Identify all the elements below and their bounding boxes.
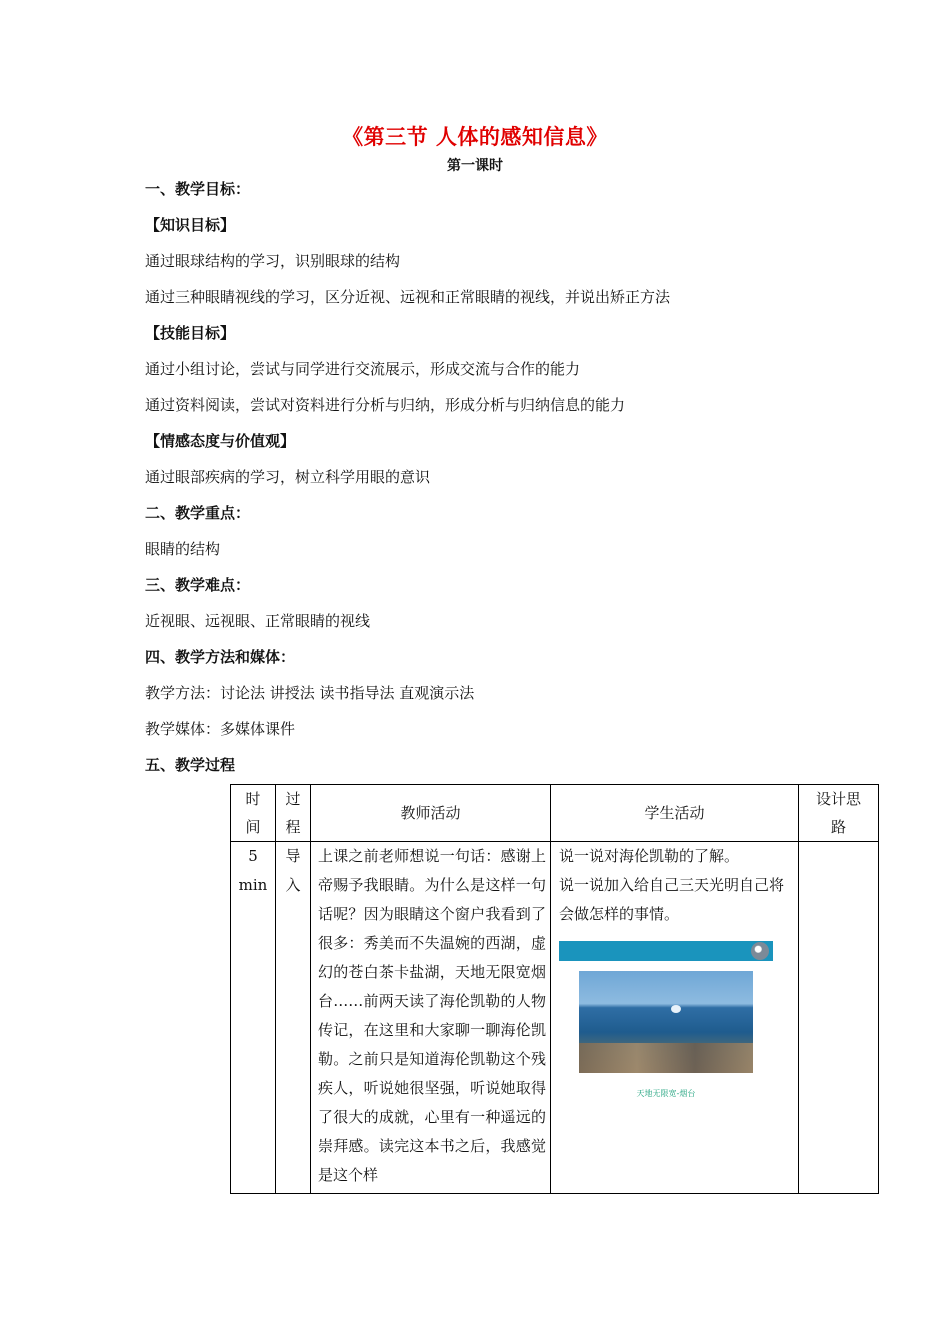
knowledge-item: 通过三种眼睛视线的学习，区分近视、远视和正常眼睛的视线，并说出矫正方法: [145, 288, 671, 306]
document-title: 《第三节 人体的感知信息》: [342, 125, 608, 149]
slide-title-bar: [559, 941, 773, 961]
table-header-row: [231, 785, 879, 842]
cell-student-activity: [551, 842, 799, 1194]
difficulty-item: 近视眼、远视眼、正常眼睛的视线: [145, 612, 371, 630]
cell-time: 5 min: [231, 842, 276, 1194]
emotion-heading: 【情感态度与价值观】: [145, 432, 296, 450]
key-point-item: 眼睛的结构: [145, 540, 221, 558]
document-subtitle: 第一课时: [447, 158, 503, 174]
header-student-activity: 学生活动: [551, 785, 799, 842]
key-point-heading: 二、教学重点：: [145, 504, 251, 522]
student-activity-line: 说一说对海伦凯勒的了解。: [559, 847, 740, 865]
knowledge-item: 通过眼球结构的学习，识别眼球的结构: [145, 252, 401, 270]
table-row: [231, 842, 879, 1194]
goals-heading: 一、教学目标：: [145, 180, 251, 198]
method-heading: 四、教学方法和媒体：: [145, 648, 296, 666]
cell-teacher-activity: 上课之前老师想说一句话：感谢上帝赐予我眼睛。为什么是这样一句话呢？因为眼睛这个窗户我看到了很多：秀美而不失温婉的西湖，虚幻的苍白茶卡盐湖，天地无限宽烟台……前两天读了海伦凯勒的人物传记，在这里和大家聊一聊海伦凯勒。之前只是知道海伦凯勒这个残疾人，听说她很坚强，听说她取得了很大的成就，心里有一种遥远的崇拜感。读完这本书之后，我感觉是这个样: [311, 842, 551, 1194]
knowledge-heading: 【知识目标】: [145, 216, 236, 234]
method-item: 教学方法：讨论法 讲授法 读书指导法 直观演示法: [145, 684, 475, 702]
skill-item: 通过资料阅读，尝试对资料进行分析与归纳，形成分析与归纳信息的能力: [145, 396, 626, 414]
header-teacher-activity: 教师活动: [311, 785, 551, 842]
seascape-photo: [579, 971, 753, 1073]
eye-icon: [751, 942, 769, 960]
skill-item: 通过小组讨论，尝试与同学进行交流展示，形成交流与合作的能力: [145, 360, 581, 378]
cell-stage: 导 入: [276, 842, 311, 1194]
emotion-item: 通过眼部疾病的学习，树立科学用眼的意识: [145, 468, 431, 486]
teaching-process-table: [230, 784, 879, 1194]
difficulty-heading: 三、教学难点：: [145, 576, 251, 594]
slide-thumbnail: [559, 941, 773, 1108]
header-design-idea: 设计思 路: [799, 785, 879, 842]
photo-caption: 天地无限宽-烟台: [636, 1089, 696, 1098]
process-heading: 五、教学过程: [145, 756, 236, 774]
media-item: 教学媒体：多媒体课件: [145, 720, 296, 738]
student-activity-line: 说一说加入给自己三天光明自己将会做怎样的事情。: [559, 876, 785, 923]
skill-heading: 【技能目标】: [145, 324, 236, 342]
header-time: 时 间: [231, 785, 276, 842]
cell-design-idea: [799, 842, 879, 1194]
header-stage: 过 程: [276, 785, 311, 842]
